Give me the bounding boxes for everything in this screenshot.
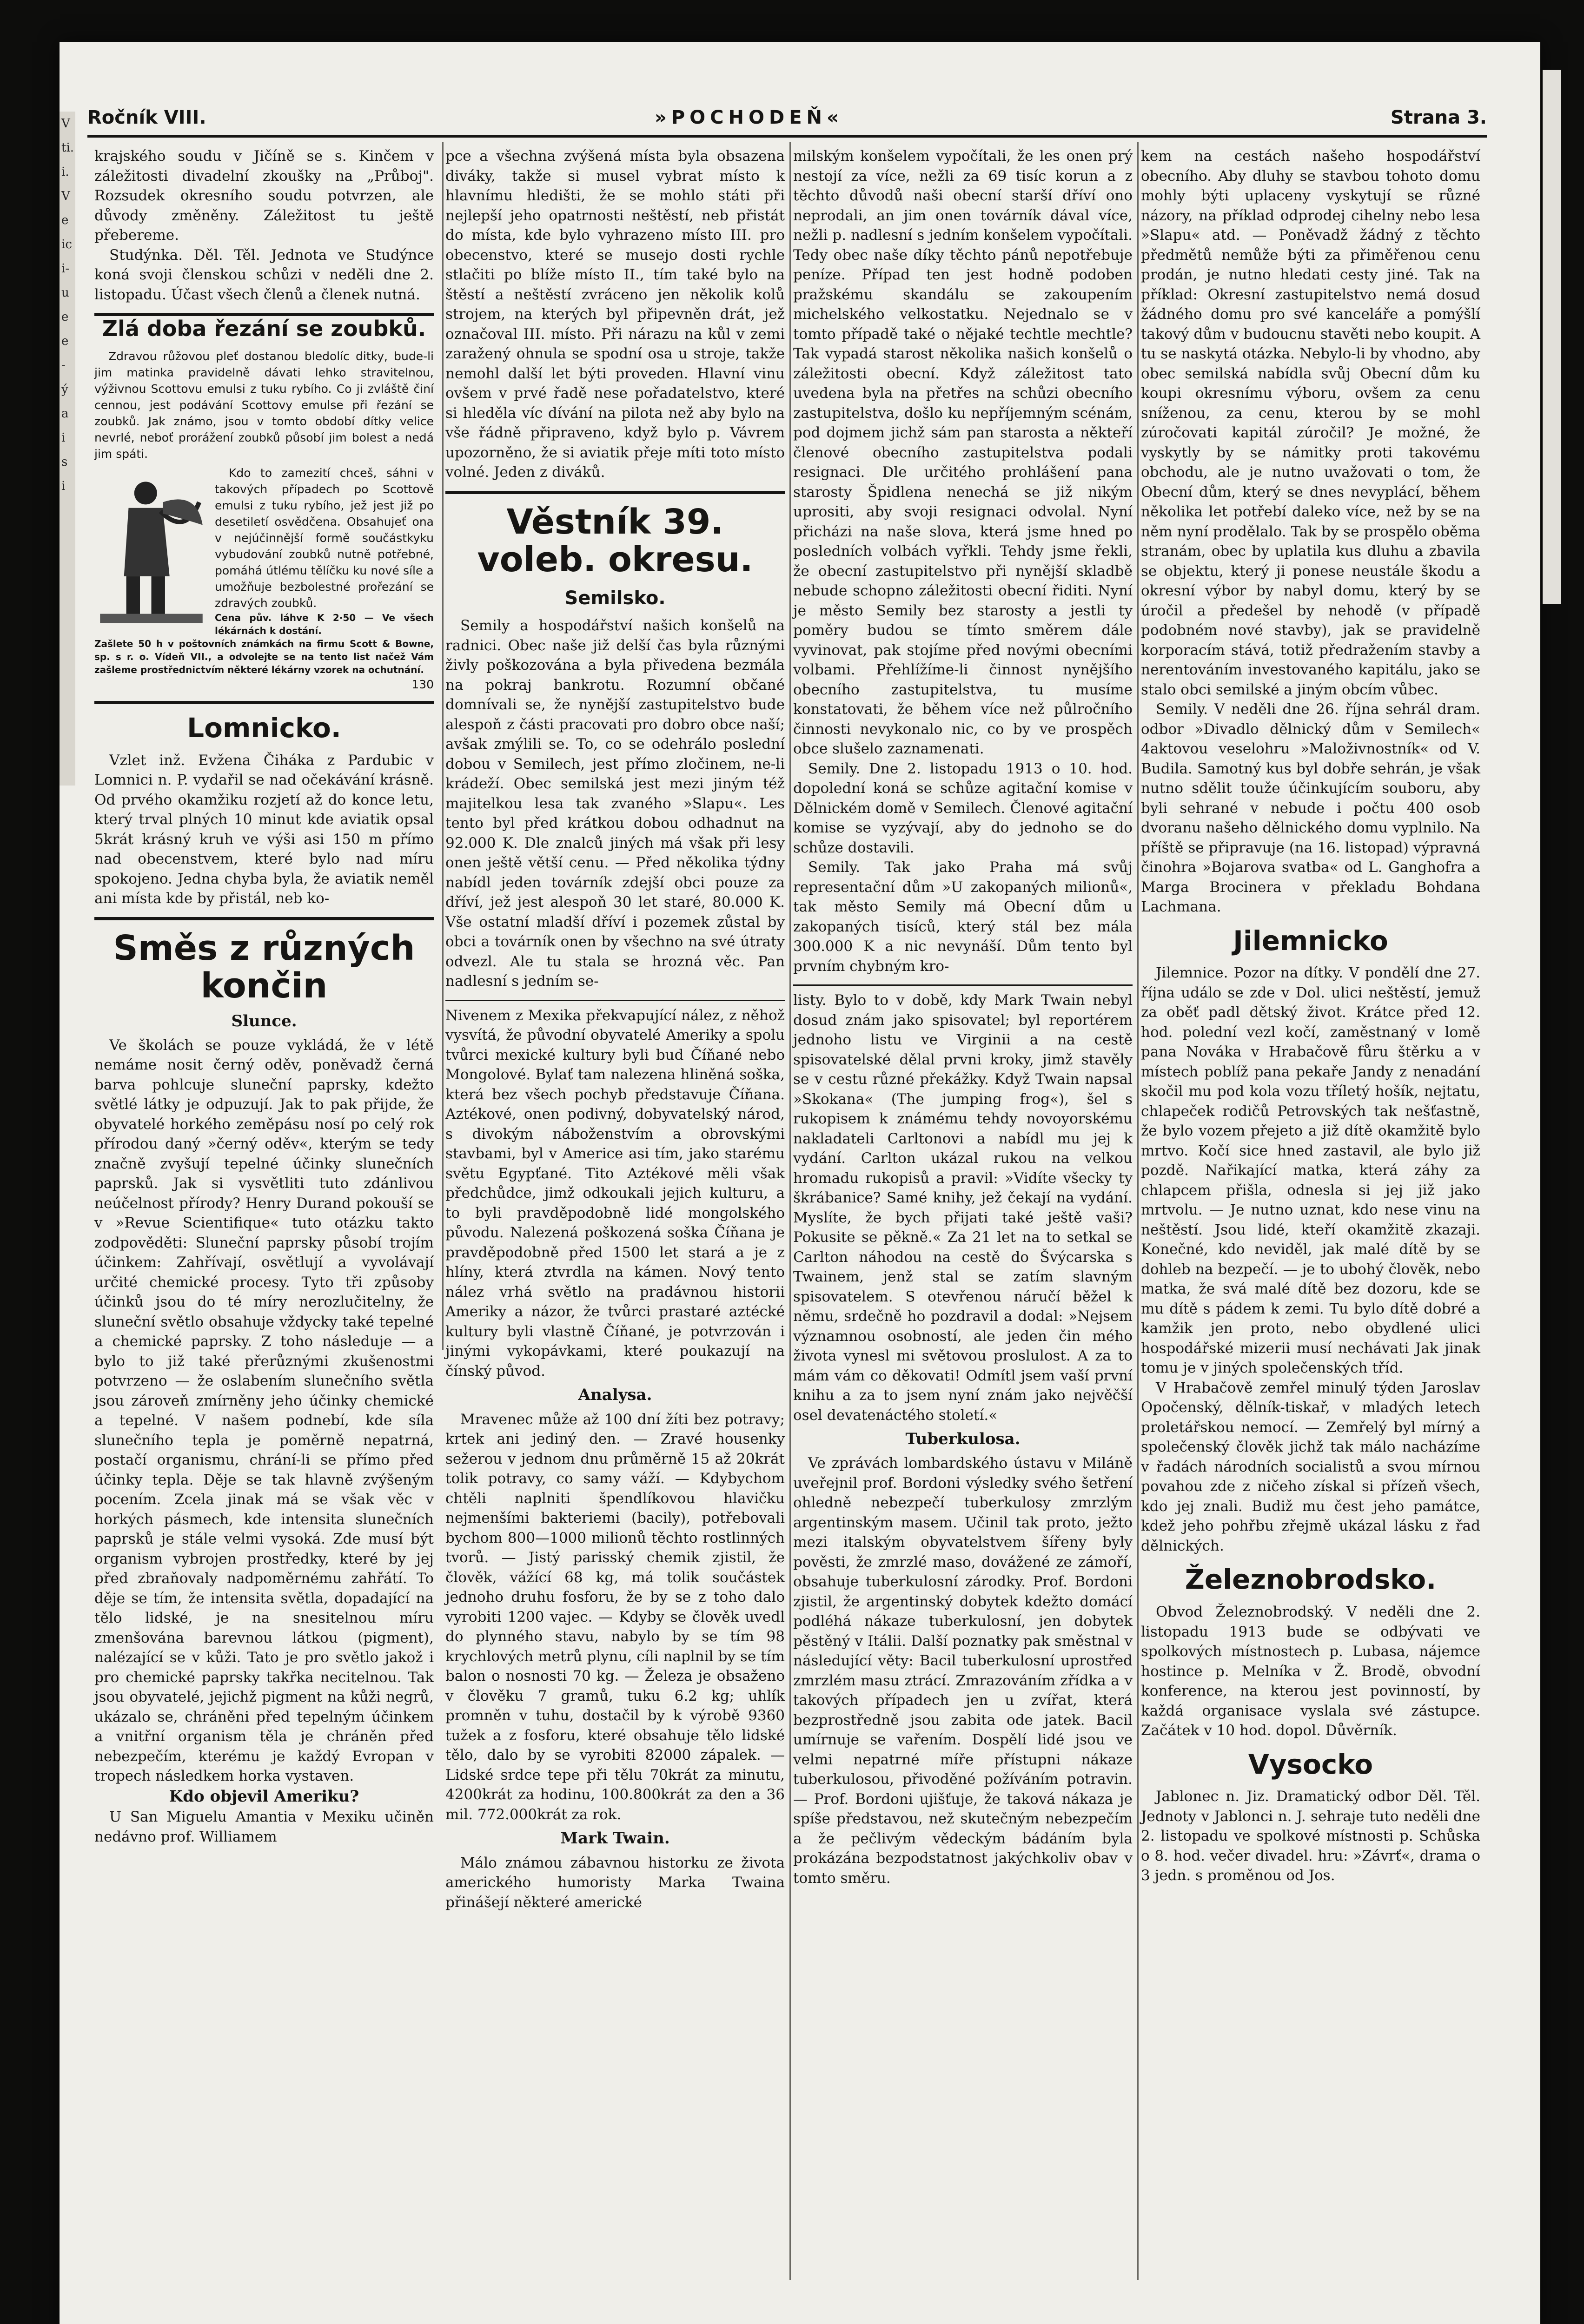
article-text: listy. Bylo to v době, kdy Mark Twain nebyl dosud znám jako spisovatel; byl reportérem jednoho listu ve Virginii a na cestě spisovatelské dělal prvni kroky, jimž stavěly se v cestu různé překážky. Když Twain napsal »Skokana« (The jumping frog«), šel s rukopisem k známému tehdy novoyorskému nakladateli Carltonovi a nabídl mu jej k vydání. Carlton ukázal rukou na velkou hromadu rukopisů a pravil: »Vidíte všecky ty škrábanice? Samé knihy, jež čekají na vydání. Myslíte, že bych přijati také ještě vaši? Pokusite se pěkně.« Za 21 let na to setkal se Carlton náhodou na cestě do Švýcarska s Twainem, jenž stal se zatím slavným spisovatelem. S otevřenou náručí běžel k němu, srdečně ho pozdravil a dodal: »Nejsem významnou osobností, ale jeden čin mého života vynesl mi světovou proslulost. A za to mám vám co děkovati! Odmítl jsem vaší první knihu a za to jsem nyní znám jako nejvěčší osel devatenáctého století.«	[793, 992, 1133, 1424]
edge-text: a	[61, 407, 69, 421]
section-heading-lomnicko: Lomnicko.	[187, 712, 341, 744]
article-text: Vzlet inž. Evžena Čiháka z Pardubic v Lomnici n. P. vydařil se nad očekávání krásně. Od prvého okamžiku rozjetí až do konce letu, který trval plných 10 minut kde aviatik opsal 5krát krásný kruh ve výši asi 150 m přímo nad obecenstvem, které bylo nad míru spokojeno. Jedna chyba byla, že aviatik neměl ani místa kde by přistál, neb ko-	[94, 752, 434, 907]
article-text: U San Miguelu Amantia v Mexiku učiněn nedávno prof. Williamem	[94, 1809, 434, 1845]
section-heading-zeleznobrodsko: Železnobrodsko.	[1185, 1564, 1437, 1596]
section-rule	[94, 917, 434, 920]
newspaper-page	[60, 42, 1540, 2324]
ad-title: Zlá doba řezání se zoubků.	[102, 316, 426, 341]
section-heading-jilemnicko: Jilemnicko	[1233, 924, 1388, 957]
column-2	[445, 146, 785, 1912]
edge-text: e	[61, 213, 69, 227]
edge-text: u	[61, 286, 69, 300]
edge-text: -	[61, 358, 66, 372]
header-rule	[87, 135, 1487, 138]
article-title-slunce: Slunce.	[231, 1011, 297, 1030]
adjacent-page-edge	[60, 112, 75, 786]
article-text: Jilemnice. Pozor na dítky. V pondělí dne 27. října událo se zde v Dol. ulici neštěstí, jemuž za oběť padl dětský život. Krátce před 12. hod. polední vezl kočí, zaměstnaný v lomě pana Nováka v Hrabačově fůru štěrku a v místech poblíž pana pekaře Jandy z nenadání skočil mu pod kola vozu tříletý hošík, nejtatu, chlapeček rodičů Petrovských tak nešťastně, že bylo vozem přejeto a již dítě okamžitě bylo mrtvo. Kočí sice hned zastavil, ale bylo již pozdě. Nařikající matka, která záhy za chlapcem přišla, odnesla si jej již jako mrtvolu. — Je nutno uznat, kdo nese vinu na neštěstí. Jsou lidé, kteří okamžitě zkazaji. Konečné, kdo neviděl, jak malé dítě by se dohleb na bezpečí. — je to ubohý člověk, nebo matka, že svá malé dítě bez dozoru, kde se mu dítě s pádem k zemi. Tu bylo dítě dobré a kamžik jen proto, nebo obydlené ulici hospodářské mizerii musí nechávati Jak jinak tomu je v jiných společenských tříd.	[1141, 964, 1480, 1377]
section-heading-smes: Směs z různých končin	[113, 928, 415, 1006]
scott-emulsion-ad	[94, 316, 434, 693]
edge-text: e	[61, 310, 69, 324]
column-divider	[442, 142, 444, 1350]
section-rule	[793, 984, 1133, 986]
article-text: Semily. Dne 2. listopadu 1913 o 10. hod. dopolední koná se schůze agitační komise v Dělnickém domě v Semilech. Členové agitační komise se vyzývají, aby do jednoho se do schůze dostavili.	[793, 760, 1133, 856]
article-text: Studýnka. Děl. Těl. Jednota ve Studýnce koná svoji členskou schůzi v neděli dne 2. listopadu. Účast všech členů a členek nutná.	[94, 246, 434, 303]
edge-text: i.	[61, 165, 69, 179]
volume-label: Ročník VIII.	[87, 107, 206, 128]
ad-text: Zdravou růžovou pleť dostanou bledolíc ditky, bude-li jim matinka pravidelně dávati lehko stravitelnou, výživnou Scottovu emulsi z tuku rybího. Co ji zvláště činí cennou, jest podávání Scottovy emulse při řezání se zoubků. Jak známo, jsou v tomto období dítky velice nevrlé, neboť prorážení zoubků působí jim bolest a nedá jim spáti.	[94, 350, 434, 461]
article-text: V Hrabačově zemřel minulý týden Jaroslav Opočenský, dělník-tiskař, v mladých letech proletářskou nemocí. — Zemřelý byl mírný a společenský člověk jichž tak málo nacházíme v řadách národních socialistů a svou mírnou povahou zde z ničeho získal si přízeň všech, kdo jej znali. Budiž mu čest jeho památce, kdež jeho pohřbu zřejmě ukázal lásku z řad dělnických.	[1141, 1379, 1480, 1554]
masthead-title: »POCHODEŇ«	[655, 107, 843, 128]
section-rule	[94, 701, 434, 704]
edge-text: V	[61, 189, 70, 203]
article-text: Semily. Tak jako Praha má svůj representační dům »U zakopaných milionů«, tak město Semily má Obecní dům u zakopaných tisíců, který stál bez mála 300.000 K a nic nevynáší. Dům tento byl prvním chybným kro-	[793, 859, 1133, 975]
edge-text: V	[61, 117, 70, 131]
column-divider	[1137, 142, 1139, 2280]
article-text: Mravenec může až 100 dní žíti bez potravy; krtek ani jediný den. — Zravé housenky sežerou v jednom dnu průměrně 15 až 20krát tolik potravy, co samy váží. — Kdybychom chtěli naplniti špendlíkovou hlavičku nejmenšími bakteriemi (bacily), potřebovali bychom 800—1000 milionů těchto rostlinných tvorů. — Jistý parisský chemik zjistil, že člověk, vážící 68 kg, má tolik součástek jednoho druhu fosforu, že by se z toho dalo vyrobiti 1200 vajec. — Kdyby se člověk uvedl do plynného stavu, nabylo by se tím 98 krychlových metrů plynu, cíli naplnil by se tím balon o nosnosti 70 kg. — Železa je obsaženo v člověku 7 gramů, tuku 6.2 kg; uhlík promněn v tuhu, dostačil by k výrobě 9360 tužek a z fosforu, které obsahuje tělo lidské tělo, dalo by se vyrobiti 82000 zápalek. — Lidské srdce tepe při tělu 70krát za minutu, 4200krát za hodinu, 100.800krát za den a 36 mil. 772.000krát za rok.	[445, 1411, 785, 1823]
ad-number: 130	[411, 678, 434, 691]
edge-text: ti.	[61, 141, 74, 155]
article-title-twain: Mark Twain.	[560, 1829, 670, 1848]
article-text: krajského soudu v Jičíně se s. Kinčem v záležitosti divadelní zkoušky na „Průboj". Rozsudek okresního soudu potvrzen, ale důvody změněny. Záležitost tu ještě přebereme.	[94, 148, 434, 244]
article-text: Jablonec n. Jiz. Dramatický odbor Děl. Těl. Jednoty v Jablonci n. J. sehraje tuto neděli dne 2. listopadu ve spolkové místnosti p. Schůska o 8. hod. večer divadel. hru: »Závrť«, drama o 3 jedn. s proměnou od Jos.	[1141, 1788, 1480, 1884]
article-title-tuberkulosa: Tuberkulosa.	[905, 1430, 1021, 1448]
ad-text: Kdo to zamezití chceš, sáhni v takových případech po Scottově emulsi z tuku rybího, jež jest již po desetiletí osvědčena. Obsahujeť ona v nejúčinnější formě součástkyku vybudování zoubků nutně potřebné, pomáhá útlému tělíčku ku nové síle a umožňuje bezbolestné prořezání se zdravých zoubků.	[215, 466, 434, 610]
article-text: Ve školách se pouze vykládá, že v létě nemáme nosit černý oděv, poněvadž černá barva pohlcuje sluneční paprsky, kdežto světlé látky je odpuzují. Jak to pak přijde, že obyvatelé horkého zeměpásu nosí po celý rok přírodou daný »černý oděv«, kterým se tedy značně zvyšují tepelné účinky slunečních paprsků. Jak si vysvětliti tuto zdánlivou neúčelnost přírody? Henry Durand pokouší se v »Revue Scientifique« tuto otázku takto zodpověděti: Sluneční paprsky působí trojím účinkem: Zahřívají, osvětlují a vyvolávají určité chemické procesy. Tyto tři způsoby účinků jsou do té míry nerozlučitelny, že sluneční světlo obsahuje vždycky také tepelné a chemické paprsky. Z toho následuje — a bylo to již také přerůznými zkušenostmi potvrzeno — že oslabením slunečního světla jsou zároveň zmírněny jeho účinky chemické a tepelné. V našem podnebí, kde síla slunečního tepla je poměrně nepatrná, postačí organismu, chrání-li se přímo před účinky tepla. Děje se tak hlavně zvýšeným pocením. Zcela jinak má se však věc v horkých pásmech, kde intensita slunečních paprsků je stále velmi vysoká. Zde musí být organism vybrojen prostředky, které by jej před zbraňovaly nadpoměrnému zahřátí. To děje se tím, že intensita světla, dopadající na tělo lidské, je na snesitelnou míru zmenšována barevnou látkou (pigment), nalézající se v kůži. Tato je pro světlo jakož i pro chemické paprsky takřka necitelnou. Tak jsou obyvatelé, jejichž pigment na kůži negrů, ukázalo se, chráněni před tepelným účinkem a vnitřní organism těla je chráněn před nebezpečím, kterému je každý Evropan v tropech následkem horka vystaven.	[94, 1037, 434, 1785]
edge-text: i-	[61, 262, 70, 276]
section-rule	[445, 1000, 785, 1001]
article-text: Nivenem z Mexika překvapující nález, z něhož vysvítá, že původní obyvatelé Ameriky a spolu tvůrci mexické kultury byli bud Číňané nebo Mongolové. Bylať tam nalezena hliněná soška, která bez všech pochyb představuje Číňana. Aztékové, onen podivný, dobyvatelský národ, s divokým náboženstvím a obrovskými stavbami, byl v Americe asi tím, jako starému světu Egypťané. Tito Aztékové měli však předchůdce, jimž odkoukali jejich kulturu, a to byli pravděpodobně lidé mongolského původu. Nalezená poškozená soška Číňana je pravděpodobně před 1500 let stará a je z hlíny, která ztvrdla na kámen. Nový tento nález vrhá světlo na pradávnou historii Ameriky a názor, že tvůrci prastaré aztécké kultury byli vlastně Číňané, je potvrzován i jinými vykopávkami, které poukazují na čínský původ.	[445, 1007, 785, 1380]
section-rule	[94, 313, 434, 316]
article-title-analysa: Analysa.	[578, 1386, 652, 1405]
article-text: Ve zprávách lombardského ústavu v Miláně uveřejnil prof. Bordoni výsledky svého šetření ohledně nebezpečí tuberkulosy zmrzlým argentinským masem. Učinil tak proto, ježto mezi italským obyvatelstvem šířeny byly pověsti, že zmrzlé maso, dovážené ze zámoří, obsahuje tuberkulosní zárodky. Prof. Bordoni zjistil, že argentinský dobytek kdežto domácí podléhá nákaze tuberkulosní, jen dobytek pěstěný v Itálii. Další poznatky pak směstnal v následující věty: Bacil tuberkulosní uprostřed zmrzlém masu ztrácí. Zmrazováním zřídka a v takových případech jen u zvířat, která bezprostředně jsou zabita ode jatek. Bacil umírnuje se vařením. Dospělí lidé jsou ve velmi nepatrné míře přístupni nákaze tuberkulosou, přivoděné požíváním potravin. — Prof. Bordoni ujišťuje, že taková nákaza je spíše představou, než skutečným nebezpečím a že pečlivým vědeckým bádáním byla prokázána bezpodstatnost jakýchkoliv obav v tomto směru.	[793, 1455, 1133, 1887]
edge-text: i	[61, 479, 66, 493]
article-text: pce a všechna zvýšená místa byla obsazena diváky, takže si musel vybrat místo k hlavnímu hledišti, že se mohlo státi při nejlepší jeho opatrnosti neštěstí, neb přistát do místa, kde bylo vyhrazeno místo III. pro obecenstvo, které se musejo dosti rychle stlačiti po blíže místo II., tím také bylo na štěstí a neštěstí zvráceno jen několik kolů strojem, na kterých byl připevněn drát, jež označoval III. místo. Při nárazu na kůl v zemi zaražený ohnula se spodní osa u stroje, takže nemohl další let býti proveden. Hlavní vinu ovšem v prvé řadě nese pořadatelstvo, které si hleděla víc dívání na pilota než aby bylo na vše řádně připraveno, když bylo p. Vávrem upozorněno, že si aviatik přeje míti toto místo volné. Jeden z diváků.	[445, 148, 785, 481]
column-3	[793, 146, 1133, 1888]
article-text: Semily. V neděli dne 26. října sehrál dram. odbor »Divadlo dělnický dům v Semilech« 4aktovou veselohru »Maloživnostník« od V. Budila. Samotný kus byl dobře sehrán, je však nutno sdělit touže účinkujícím souboru, aby byli sehrané v nebude i počtu 400 osob dvoranu našeho dělnického domu vyplnilo. Na příště se připravuje (na 16. listopad) výpravná činohra »Bojarova svatba« od L. Ganghofra a Marga Brocinera v překladu Bohdana Lachmana.	[1141, 701, 1480, 915]
article-text: milským konšelem vypočítali, že les onen prý nestojí za více, nežli za 69 tisíc korun a z těchto důvodů naši obecní starší dříví ono neprodali, an jim onen továrník dával více, nežli p. nadlesní s jedním konšelem vypočítali. Tedy obec naše díky těchto pánů nepotřebuje peníze. Případ ten jest hodně podoben pražskému skandálu se zakoupením michelského velkostatku. Nejednalo se v tomto případě také o nějaké techtle mechtle? Tak vypadá starost několika našich konšelů o záležitosti obecní. Když záležitost tato uvedena byla na přetřes na schůzi obecního zastupitelstva, došlo ku nepříjemným scénám, pod dojmem jichž sám pan starosta a někteří členové obecního zastupitelstva podali resignaci. Dle určitého prohlášení pana starosty Špidlena nenechá se již nikým uprositi, aby svoji resignaci odvolal. Nyní přicházi na naše slova, která jsme hned po posledních volbách vyřkli. Tehdy jsme řekli, že obecní zastupitelstvo při nynější skladbě nebude schopno záležitosti obecní řiditi. Nyní je město Semily bez starosty a jestli ty poměry budou se tímto směrem dále vyvinovat, pak stojíme před novými obecními volbami. Přehlížíme-li činnost nynějšího obecního zastupitelstva, tu musíme konstatovati, že během více než půlročního činnosti nevykonalo nic, co by ve prospěch obce slušelo zaznamenati.	[793, 148, 1133, 757]
article-text: Málo známou zábavnou historku ze života amerického humoristy Marka Twaina přinášejí některé americké	[445, 1854, 785, 1911]
section-rule	[445, 491, 785, 494]
article-text: kem na cestách našeho hospodářství obecního. Aby dluhy se stavbou tohoto domu mohly býti uplaceny vyskytují se různé názory, na příklad odprodej cihelny nebo lesa »Slapu« atd. — Poněvadž žádný z těchto předmětů nemůže býti za přiměřenou cenu prodán, je nutno hledati cesty jiné. Tak na příklad: Okresní zastupitelstvo nemá dosud žádného domu pro své kanceláře a pomýšlí takový dům v budoucnu stavěti nebo koupit. A tu se naskytá otázka. Nebylo-li by vhodno, aby obec semilská nabídla svůj Obecní dům ku koupi okresnímu výboru, ovšem za cenu sníženou, za cenu, kterou by se mohl zúročovati kapitál zúročil? Je možné, že vyskytly by se námitky proti takovému obchodu, ale je nutno uvažovati o tom, že Obecní dům, který se dnes nevyplácí, během několika let potřebí daleko více, než by se na něm nyní prodělalo. Tak by se prospělo oběma stranám, obec by uplatila kus dluhu a zbavila se objektu, který ji ponese neustále škodu a okresní výbor by nabyl domu, který by se úročil a předešel by nehodě (v případě podobném nové stavby), jak se pravidelně korporacím stává, totiž předražením stavby a nerentováním investovaného kapitálu, jako se stalo obci semilské a jiným obcím vůbec.	[1141, 148, 1480, 698]
column-divider	[789, 142, 791, 2280]
ad-send-note: Zašlete 50 h v poštovních známkách na firmu Scott & Bowne, sp. s r. o. Vídeň VII., a odvolejte se na tento list načež Vám zašleme prostřednictvím některé lékárny vzorek na ochutnání.	[94, 638, 434, 675]
section-heading-vysocko: Vysocko	[1248, 1748, 1373, 1780]
edge-text: ý	[61, 383, 68, 396]
fisherman-with-fish-illustration	[94, 468, 208, 628]
column-1	[94, 146, 434, 1847]
page-header	[87, 102, 1487, 135]
right-margin-strip	[1543, 70, 1561, 604]
edge-text: s	[61, 455, 68, 469]
article-text: Semily a hospodářství našich konšelů na radnici. Obec naše již delší čas byla různými živly poškozována a byla přivedena bezmála na pokraj bankrotu. Rozumní občané domnívali se, že nynější zastupitelstvo bude alespoň z části pracovati pro dobro obce naší; avšak zmýlili se. To, co se odehrálo poslední dobou v Semilech, jest přímo zločinem, ne-li krádeží. Obec semilská jest mezi jiným též majitelkou lesa tak zvaného »Slapu«. Les tento byl před krátkou dobou odhadnut na 92.000 K. Dle znalců jiných má však při lesy onen ještě větší cenu. — Před několika týdny nabídl jeden továrník zdejší obci pouze za dříví, jež jest alespoň 30 let staré, 80.000 K. Vše ostatní mladší dříví i pozemek zůstal by obci a továrník onen by všechno na své útraty odvezl. Ale tu stala se hrozná věc. Pan nadlesní s jedním se-	[445, 617, 785, 990]
article-text: Obvod Železnobrodský. V neděli dne 2. listopadu 1913 bude se odbývati ve spolkových místnostech p. Lubasa, nájemce hostince p. Melníka v Ž. Brodě, obvodní konference, na kterou jest povinností, by každá organisace vyslala své zástupce. Začátek v 10 hod. dopol. Důvěrník.	[1141, 1604, 1480, 1739]
section-heading-semilsko: Semilsko.	[564, 588, 666, 609]
edge-text: ic	[61, 238, 72, 251]
article-title-amerika: Kdo objevil Ameriku?	[169, 1787, 359, 1806]
section-heading-vestnik: Věstník 39. voleb. okresu.	[477, 502, 753, 580]
page-number: Strana 3.	[1390, 107, 1487, 128]
edge-text: e	[61, 334, 69, 348]
column-4	[1141, 146, 1480, 1886]
ad-price: Cena pův. láhve K 2·50 — Ve všech lékárnách k dostání.	[215, 612, 434, 636]
edge-text: i	[61, 431, 66, 445]
